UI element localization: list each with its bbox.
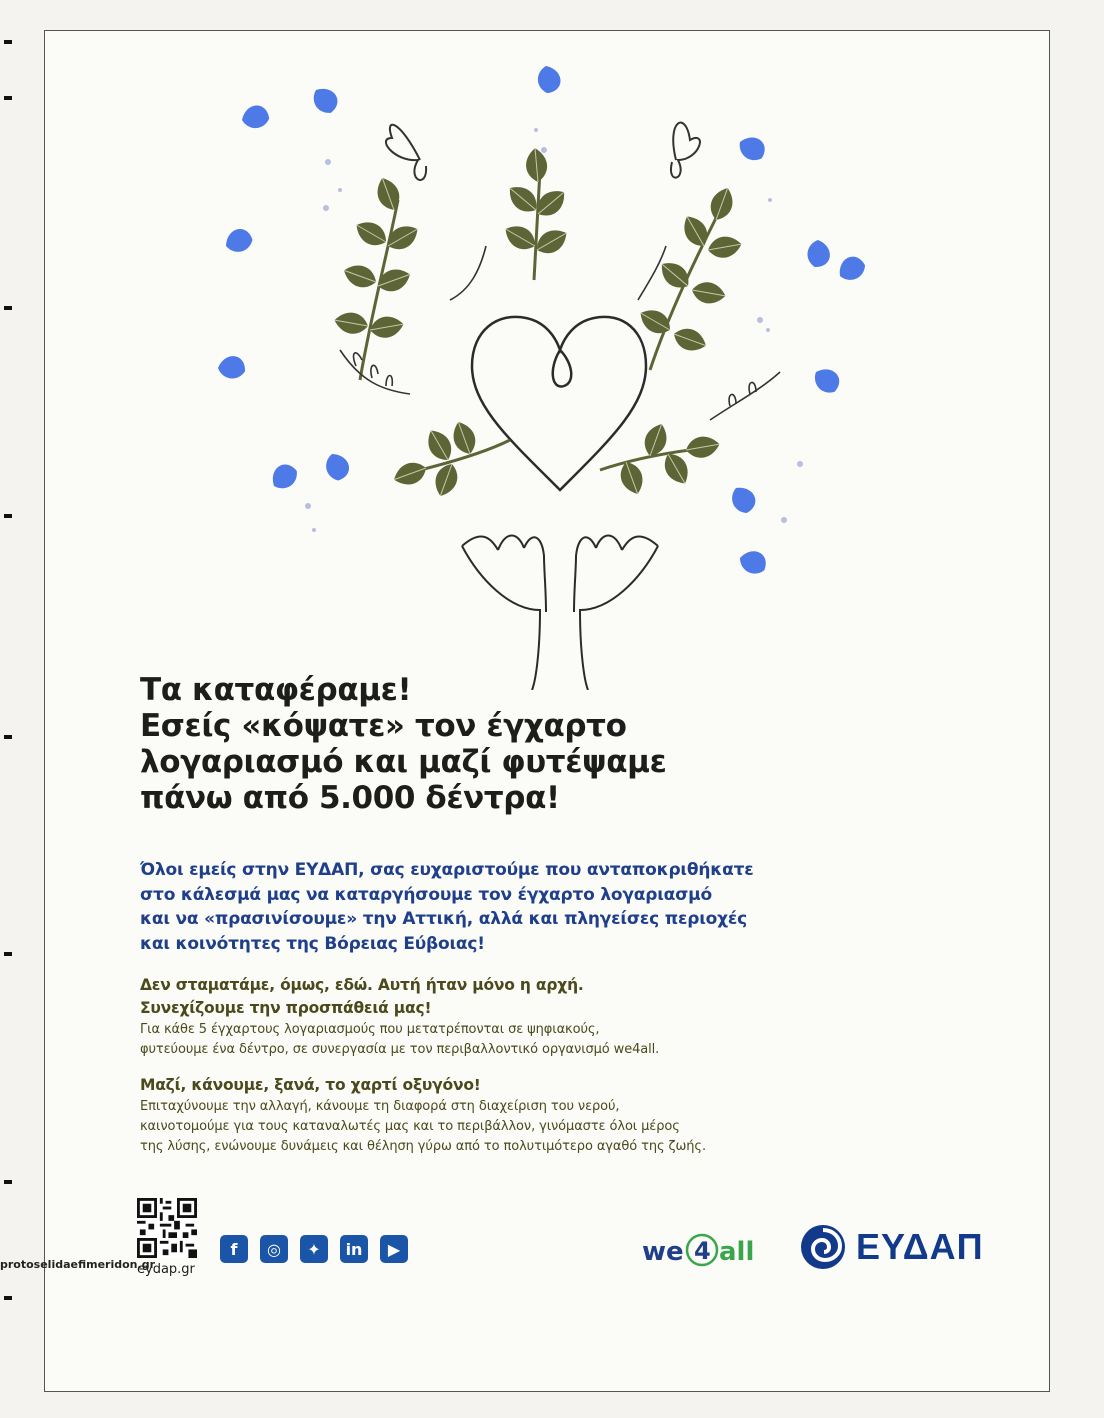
body-line: Επιταχύνουμε την αλλαγή, κάνουμε τη διαφορά στη διαχείριση του νερού,: [140, 1099, 620, 1114]
intro-paragraph: [140, 858, 840, 956]
headline-line: Εσείς «κόψατε» τον έγχαρτο: [140, 708, 627, 744]
youtube-icon[interactable]: ▶: [380, 1235, 408, 1263]
intro-line: και κοινότητες της Βόρειας Εύβοιας!: [140, 933, 485, 954]
intro-line: Όλοι εμείς στην ΕΥΔΑΠ, σας ευχαριστούμε που ανταποκριθήκατε: [140, 860, 754, 880]
eydap-swirl-icon: [800, 1224, 846, 1270]
bold-line: Συνεχίζουμε την προσπάθειά μας!: [140, 999, 432, 1017]
oxygen-paragraph: [140, 1074, 840, 1157]
scan-mark: [4, 735, 12, 739]
we4all-logo: [642, 1228, 772, 1272]
watermark: protoselidaefimeridon.gr: [0, 1258, 155, 1271]
body-line: καινοτομούμε για τους καταναλωτές μας και το περιβάλλον, γινόμαστε όλοι μέρος: [140, 1119, 680, 1134]
headline-line: λογαριασμό και μαζί φυτέψαμε: [140, 744, 667, 780]
twitter-icon[interactable]: ✦: [300, 1235, 328, 1263]
body-line: της λύσης, ενώνουμε δυνάμεις και θέληση γύρω από το πολυτιμότερο αγαθό της ζωής.: [140, 1139, 706, 1154]
facebook-icon[interactable]: f: [220, 1235, 248, 1263]
scan-mark: [4, 1180, 12, 1184]
scan-mark: [4, 952, 12, 956]
social-icons: [220, 1235, 408, 1263]
scan-mark: [4, 514, 12, 518]
intro-line: στο κάλεσμά μας να καταργήσουμε τον έγχαρτο λογαριασμό: [140, 884, 712, 905]
scan-mark: [4, 40, 12, 44]
body-line: φυτεύουμε ένα δέντρο, σε συνεργασία με τον περιβαλλοντικό οργανισμό we4all.: [140, 1042, 660, 1057]
svg-text:all: all: [719, 1237, 755, 1267]
brand-name: ΕΥΔΑΠ: [856, 1226, 984, 1267]
eydap-logo: [800, 1224, 984, 1270]
scan-mark: [4, 1296, 12, 1300]
website-link[interactable]: eydap.gr: [137, 1262, 195, 1277]
bold-line: Μαζί, κάνουμε, ξανά, το χαρτί οξυγόνο!: [140, 1076, 481, 1094]
headline-line: Τα καταφέραμε!: [140, 672, 412, 708]
scan-mark: [4, 96, 12, 100]
intro-line: και να «πρασινίσουμε» την Αττική, αλλά και πληγείσες περιοχές: [140, 909, 748, 929]
linkedin-icon[interactable]: in: [340, 1235, 368, 1263]
svg-text:we: we: [642, 1237, 684, 1267]
blue-petals: [216, 63, 868, 576]
hands-heart-leaves-illustration: [180, 50, 940, 690]
qr-code[interactable]: [137, 1198, 197, 1258]
instagram-icon[interactable]: ◎: [260, 1235, 288, 1263]
svg-text:4: 4: [694, 1237, 711, 1265]
headline-line: πάνω από 5.000 δέντρα!: [140, 780, 560, 816]
scan-mark: [4, 306, 12, 310]
continuation-paragraph: [140, 974, 840, 1060]
body-line: Για κάθε 5 έγχαρτους λογαριασμούς που μετατρέπονται σε ψηφιακούς,: [140, 1022, 600, 1037]
headline: [140, 672, 666, 816]
bold-line: Δεν σταματάμε, όμως, εδώ. Αυτή ήταν μόνο η αρχή.: [140, 976, 584, 994]
